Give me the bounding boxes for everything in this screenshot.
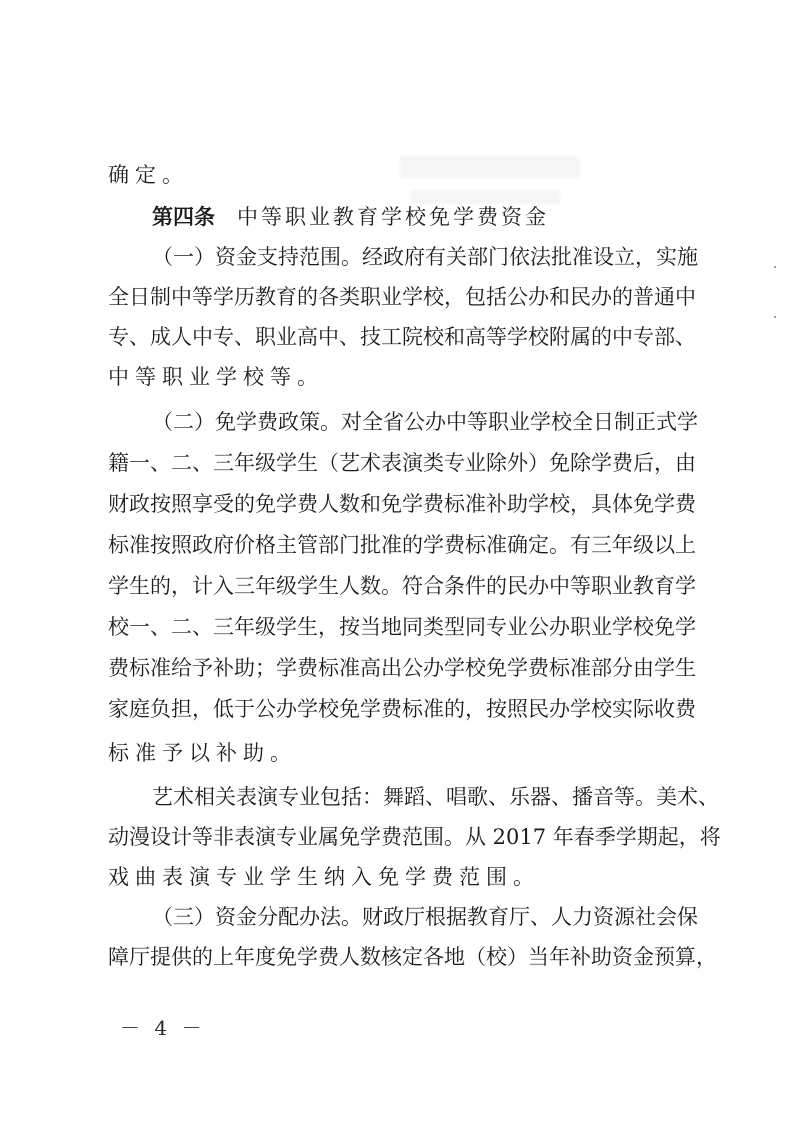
scan-speck [774,316,776,318]
paragraph-line: 确定。 [108,163,189,187]
paragraph-line: （二）免学费政策。对全省公办中等职业学校全日制正式学 [152,410,698,434]
paragraph-line: 全日制中等学历教育的各类职业学校，包括公办和民办的普通中 [108,285,696,309]
paragraph-line: 标准按照政府价格主管部门批准的学费标准确定。有三年级以上 [108,533,696,557]
paragraph-line: 中等职业学校等。 [108,365,324,389]
paragraph-line: 费标准给予补助；学费标准高出公办学校免学费标准部分由学生 [108,656,696,680]
paragraph-line: 动漫设计等非表演专业属免学费范围。从 2017 年春季学期起，将 [108,825,721,849]
paragraph-line: （三）资金分配办法。财政厅根据教育厅、人力资源社会保 [152,905,698,929]
paragraph-line: 专、成人中专、职业高中、技工院校和高等学校附属的中专部、 [108,325,696,349]
paragraph-line: 障厅提供的上年度免学费人数核定各地（校）当年补助资金预算， [108,945,717,969]
paragraph-line: 籍一、二、三年级学生（艺术表演类专业除外）免除学费后，由 [108,451,696,475]
paragraph-line: 戏曲表演专业学生纳入免学费范围。 [108,865,540,889]
paragraph-line: 校一、二、三年级学生，按当地同类型同专业公办职业学校免学 [108,615,696,639]
page-number: － 4 － [120,1016,206,1040]
paragraph-line: 家庭负担，低于公办学校免学费标准的，按照民办学校实际收费 [108,697,696,721]
paragraph-line: 标准予以补助。 [108,741,297,765]
paragraph-line: 学生的，计入三年级学生人数。符合条件的民办中等职业教育学 [108,574,696,598]
article-title: 中等职业教育学校免学费资金 [237,205,549,229]
paragraph-line: 财政按照享受的免学费人数和免学费标准补助学校，具体免学费 [108,492,696,516]
article-heading [152,202,686,232]
scan-speck [774,266,776,268]
article-number: 第四条 [152,205,215,229]
paragraph-line: 艺术相关表演专业包括：舞蹈、唱歌、乐器、播音等。美术、 [152,785,719,809]
paragraph-line: （一）资金支持范围。经政府有关部门依法批准设立，实施 [152,245,698,269]
